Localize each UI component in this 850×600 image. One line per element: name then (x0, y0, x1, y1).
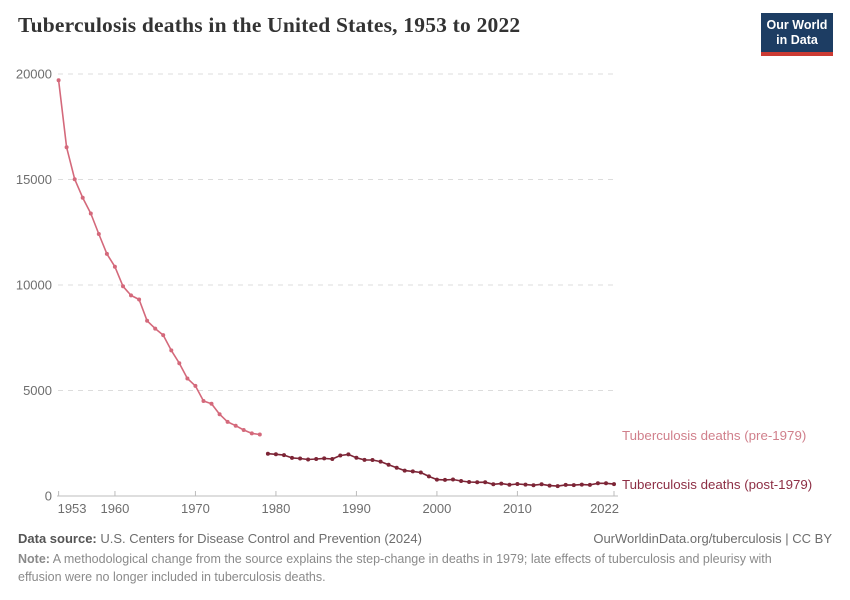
data-point-1956[interactable] (81, 196, 85, 200)
data-point-1955[interactable] (73, 177, 77, 181)
data-point-1992[interactable] (371, 458, 375, 462)
data-point-1970[interactable] (193, 384, 197, 388)
data-point-1980[interactable] (274, 452, 278, 456)
data-point-1966[interactable] (161, 333, 165, 337)
note-label: Note: (18, 552, 50, 566)
note (18, 551, 808, 586)
data-point-1960[interactable] (113, 265, 117, 269)
footer (18, 531, 832, 546)
data-point-2001[interactable] (443, 478, 447, 482)
legend-pre-label: Tuberculosis deaths (pre-1979) (622, 428, 807, 443)
data-point-1984[interactable] (306, 458, 310, 462)
legend-post-label: Tuberculosis deaths (post-1979) (622, 477, 813, 492)
data-point-1991[interactable] (363, 458, 367, 462)
data-point-1971[interactable] (202, 399, 206, 403)
x-tick-label-2022: 2022 (590, 501, 619, 516)
data-point-1986[interactable] (322, 456, 326, 460)
data-point-1979[interactable] (266, 452, 270, 456)
x-tick-label-1990: 1990 (341, 501, 371, 516)
data-point-1981[interactable] (282, 453, 286, 457)
data-point-1972[interactable] (210, 402, 214, 406)
data-source-label: Data source: (18, 531, 97, 546)
data-point-1959[interactable] (105, 252, 109, 256)
data-point-1985[interactable] (314, 457, 318, 461)
data-point-1996[interactable] (403, 469, 407, 473)
data-point-1967[interactable] (169, 348, 173, 352)
data-point-1964[interactable] (145, 319, 149, 323)
post-1979-line[interactable] (268, 454, 614, 486)
page-title: Tuberculosis deaths in the United States, 1953 to 2022 (18, 13, 521, 37)
data-point-1975[interactable] (234, 424, 238, 428)
data-point-1988[interactable] (338, 454, 342, 458)
data-point-2000[interactable] (435, 478, 439, 482)
data-point-1982[interactable] (290, 456, 294, 460)
owid-logo-line2: in Data (776, 32, 818, 47)
pre-1979-line[interactable] (59, 80, 260, 434)
data-point-1961[interactable] (121, 284, 125, 288)
data-point-1968[interactable] (177, 361, 181, 365)
data-point-1993[interactable] (379, 460, 383, 464)
data-point-2017[interactable] (572, 483, 576, 487)
data-point-2021[interactable] (604, 481, 608, 485)
data-point-2013[interactable] (540, 482, 544, 486)
data-point-1994[interactable] (387, 463, 391, 467)
data-point-1963[interactable] (137, 298, 141, 302)
y-tick-label-15000: 15000 (15, 172, 52, 187)
data-point-1953[interactable] (57, 78, 61, 82)
data-point-1990[interactable] (354, 456, 358, 460)
data-point-2006[interactable] (483, 480, 487, 484)
data-point-1998[interactable] (419, 471, 423, 475)
data-point-2009[interactable] (507, 483, 511, 487)
x-tick-label-1953: 1953 (57, 501, 87, 516)
data-point-2011[interactable] (524, 483, 528, 487)
data-point-1978[interactable] (258, 433, 262, 437)
data-point-1976[interactable] (242, 428, 246, 432)
x-tick-label-1970: 1970 (180, 501, 210, 516)
owid-link[interactable]: OurWorldinData.org/tuberculosis | CC BY (593, 531, 832, 546)
data-point-1969[interactable] (185, 377, 189, 381)
data-point-2008[interactable] (499, 482, 503, 486)
data-point-2005[interactable] (475, 480, 479, 484)
data-point-1995[interactable] (395, 466, 399, 470)
data-point-2019[interactable] (588, 483, 592, 487)
data-point-2022[interactable] (612, 482, 616, 486)
x-tick-label-2000: 2000 (422, 501, 452, 516)
data-point-1954[interactable] (65, 145, 69, 149)
data-point-2015[interactable] (556, 484, 560, 488)
y-tick-label-0: 0 (44, 488, 52, 504)
y-tick-label-10000: 10000 (15, 277, 52, 293)
data-point-2018[interactable] (580, 483, 584, 487)
data-source-text: U.S. Centers for Disease Control and Prevention (2024) (100, 531, 422, 546)
data-point-1974[interactable] (226, 420, 230, 424)
data-point-1977[interactable] (250, 431, 254, 435)
x-tick-label-1980: 1980 (261, 501, 291, 516)
data-point-2010[interactable] (515, 482, 519, 486)
data-point-1983[interactable] (298, 457, 302, 461)
data-point-1973[interactable] (218, 412, 222, 416)
data-point-1989[interactable] (346, 452, 350, 456)
data-point-1999[interactable] (427, 474, 431, 478)
data-point-2020[interactable] (596, 481, 600, 485)
owid-logo-line1: Our World (766, 18, 828, 32)
data-point-2002[interactable] (451, 478, 455, 482)
data-point-2007[interactable] (491, 482, 495, 486)
data-point-1965[interactable] (153, 327, 157, 331)
data-point-2016[interactable] (564, 483, 568, 487)
data-point-1987[interactable] (330, 457, 334, 461)
data-point-1957[interactable] (89, 212, 93, 216)
data-source-line (18, 531, 422, 546)
data-point-2012[interactable] (532, 483, 536, 487)
y-tick-label-5000: 5000 (23, 383, 52, 398)
data-point-1997[interactable] (411, 469, 415, 473)
x-tick-label-1960: 1960 (100, 501, 130, 516)
data-point-2004[interactable] (467, 480, 471, 484)
x-tick-label-2010: 2010 (502, 501, 532, 516)
y-tick-label-20000: 20000 (15, 66, 52, 82)
data-point-1958[interactable] (97, 232, 101, 236)
data-point-1962[interactable] (129, 293, 133, 297)
data-point-2014[interactable] (548, 484, 552, 488)
data-point-2003[interactable] (459, 479, 463, 483)
note-text: A methodological change from the source explains the step-change in deaths in 1979; late effects of tuberculosis and pleurisy with effusion were no longer included in tuberculosis deaths. (18, 552, 772, 584)
